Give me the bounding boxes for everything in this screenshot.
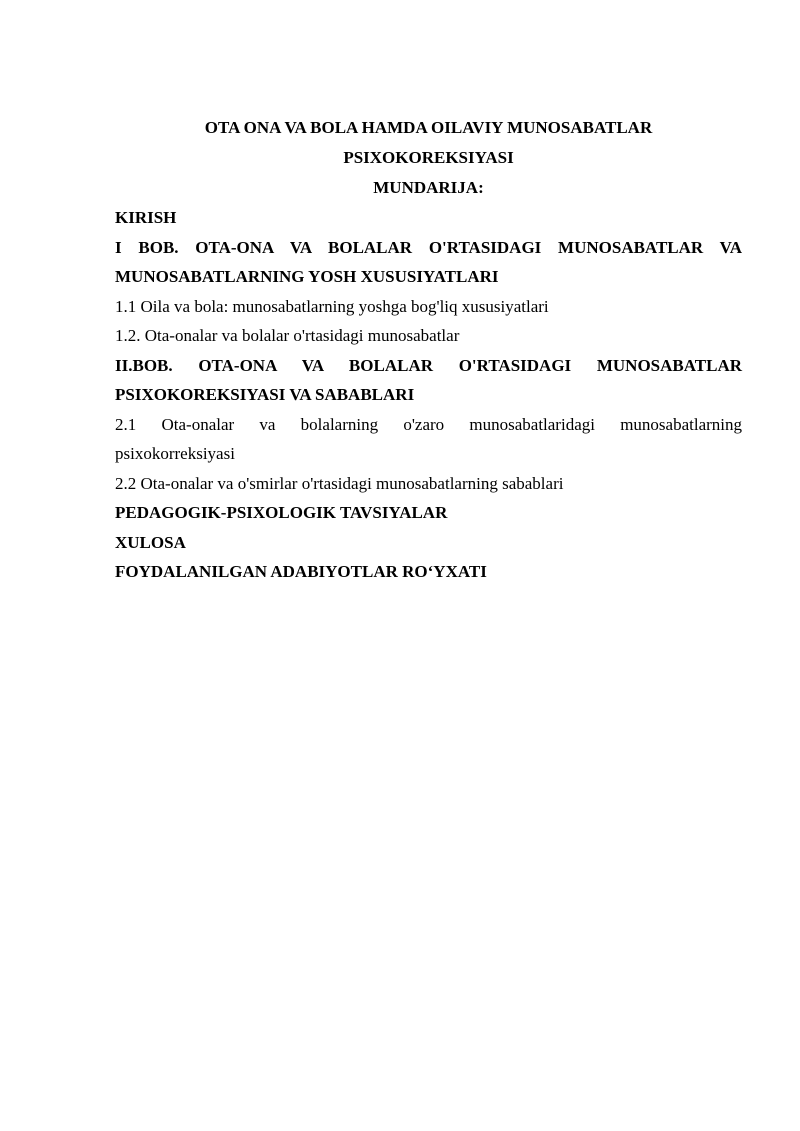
- toc-chapter-1-line-2: MUNOSABATLARNING YOSH XUSUSIYATLARI: [115, 267, 499, 286]
- toc-entry-section-1-1: 1.1 Oila va bola: munosabatlarning yoshga bog'liq xususiyatlari: [115, 296, 549, 316]
- toc-entry-references: FOYDALANILGAN ADABIYOTLAR RO‘YXATI: [115, 562, 487, 581]
- page-content: [115, 113, 742, 587]
- table-of-contents: [115, 203, 742, 587]
- toc-chapter-1-line-1: I BOB. OTA-ONA VA BOLALAR O'RTASIDAGI MUNOSABATLAR VA: [115, 237, 742, 257]
- toc-entry-section-1-2: 1.2. Ota-onalar va bolalar o'rtasidagi munosabatlar: [115, 326, 460, 345]
- toc-entry-chapter-2: [115, 351, 742, 410]
- toc-section-2-1-line-2: psixokorreksiyasi: [115, 444, 235, 463]
- toc-entry-section-2-2: 2.2 Ota-onalar va o'smirlar o'rtasidagi munosabatlarning sabablari: [115, 473, 564, 493]
- contents-heading: MUNDARIJA:: [373, 178, 484, 197]
- document-title-line-1: OTA ONA VA BOLA HAMDA OILAVIY MUNOSABATLAR: [204, 118, 653, 137]
- toc-entry-section-2-1: [115, 410, 742, 469]
- toc-chapter-2-line-2: PSIXOKOREKSIYASI VA SABABLARI: [115, 385, 415, 404]
- toc-entry-conclusion: XULOSA: [115, 532, 186, 552]
- toc-entry-recommendations: PEDAGOGIK-PSIXOLOGIK TAVSIYALAR: [115, 503, 448, 522]
- toc-section-2-1-line-1: 2.1 Ota-onalar va bolalarning o'zaro munosabatlaridagi munosabatlarning: [115, 414, 742, 434]
- toc-chapter-2-line-1: II.BOB. OTA-ONA VA BOLALAR O'RTASIDAGI MUNOSABATLAR: [115, 355, 742, 375]
- document-title-line-2: PSIXOKOREKSIYASI: [343, 148, 514, 167]
- toc-entry-chapter-1: [115, 233, 742, 292]
- toc-entry-intro: KIRISH: [115, 208, 177, 227]
